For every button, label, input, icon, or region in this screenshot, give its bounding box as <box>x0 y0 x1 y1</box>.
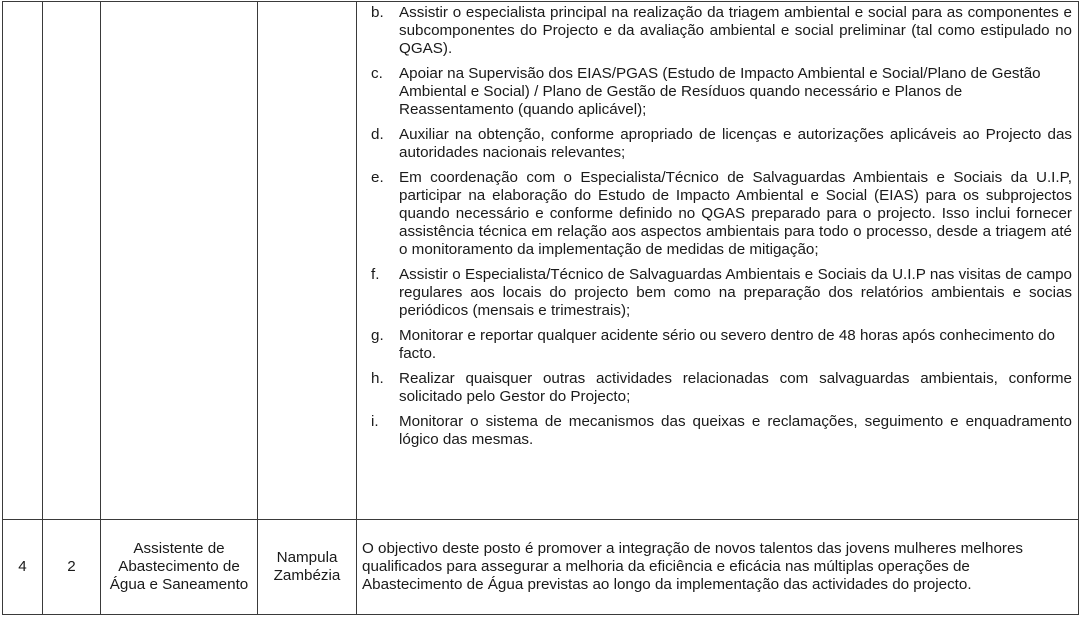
list-item-d <box>371 126 1072 162</box>
list-marker: g. <box>371 327 384 344</box>
cell-quantity <box>43 2 101 520</box>
list-item-h <box>371 370 1072 406</box>
list-item-text: Apoiar na Supervisão dos EIAS/PGAS (Estudo de Impacto Ambiental e Social/Plano de Gestão Ambiental e Social) / Plano de Gestão de Resíduos quando necessário e Planos de Reassentamento (quando aplicável); <box>399 65 1041 118</box>
cell-position <box>101 2 258 520</box>
cell-quantity <box>43 520 101 615</box>
list-marker: c. <box>371 65 383 82</box>
table-row-continued <box>3 2 1079 520</box>
cell-number <box>3 2 43 520</box>
responsibilities-list <box>357 2 1078 453</box>
table-row-4 <box>3 520 1079 615</box>
row-quantity: 2 <box>67 558 76 575</box>
cell-description <box>357 520 1079 615</box>
list-item-text: Assistir o Especialista/Técnico de Salvaguardas Ambientais e Sociais da U.I.P nas visitas de campo regulares aos locais do projecto bem como na preparação dos relatórios ambientais e socias periódicos (mensais e trimestrais); <box>399 266 1072 319</box>
list-item-b <box>371 4 1072 58</box>
row-description: O objectivo deste posto é promover a integração de novos talentos das jovens mulheres melhores qualificados para assegurar a melhoria da eficiência e eficácia nas múltiplas operações de Abastecimento de Água previstas ao longo da implementação das actividades do projecto. <box>362 540 1024 593</box>
list-marker: i. <box>371 413 379 430</box>
list-item-text: Em coordenação com o Especialista/Técnico de Salvaguardas Ambientais e Sociais da U.I.P, participar na elaboração do Estudo de Impacto Ambiental e Social (EIAS) para os subprojectos quando necessário e conforme definido no QGAS preparado para o projecto. Isso inclui fornecer assistência técnica em relação aos aspectos ambientais para todo o processo, desde a triagem até o monitoramento da implementação de medidas de mitigação; <box>399 169 1072 258</box>
cell-responsibilities <box>357 2 1079 520</box>
list-item-text: Realizar quaisquer outras actividades relacionadas com salvaguardas ambientais, conforme solicitado pelo Gestor do Projecto; <box>399 370 1072 405</box>
list-item-text: Monitorar e reportar qualquer acidente sério ou severo dentro de 48 horas após conhecimento do facto. <box>399 327 1055 362</box>
list-marker: e. <box>371 169 384 186</box>
list-item-i <box>371 413 1072 449</box>
list-item-text: Assistir o especialista principal na realização da triagem ambiental e social para as componentes e subcomponentes do Projecto e da avaliação ambiental e social preliminar (tal como estipulado no QGAS). <box>399 4 1072 57</box>
row-location: Nampula Zambézia <box>273 549 341 584</box>
cell-number <box>3 520 43 615</box>
list-marker: h. <box>371 370 384 387</box>
list-marker: f. <box>371 266 380 283</box>
cell-location <box>258 2 357 520</box>
row-position-title: Assistente de Abastecimento de Água e Saneamento <box>109 540 249 593</box>
list-marker: d. <box>371 126 384 143</box>
list-marker: b. <box>371 4 384 21</box>
row-number: 4 <box>18 558 27 575</box>
vacancy-table <box>2 1 1079 615</box>
list-item-g <box>371 327 1072 363</box>
cell-location <box>258 520 357 615</box>
cell-position <box>101 520 258 615</box>
list-item-f <box>371 266 1072 320</box>
list-item-e <box>371 169 1072 259</box>
list-item-text: Monitorar o sistema de mecanismos das queixas e reclamações, seguimento e enquadramento lógico das mesmas. <box>399 413 1072 448</box>
list-item-text: Auxiliar na obtenção, conforme apropriado de licenças e autorizações aplicáveis ao Projecto das autoridades nacionais relevantes; <box>399 126 1072 161</box>
list-item-c <box>371 65 1072 119</box>
